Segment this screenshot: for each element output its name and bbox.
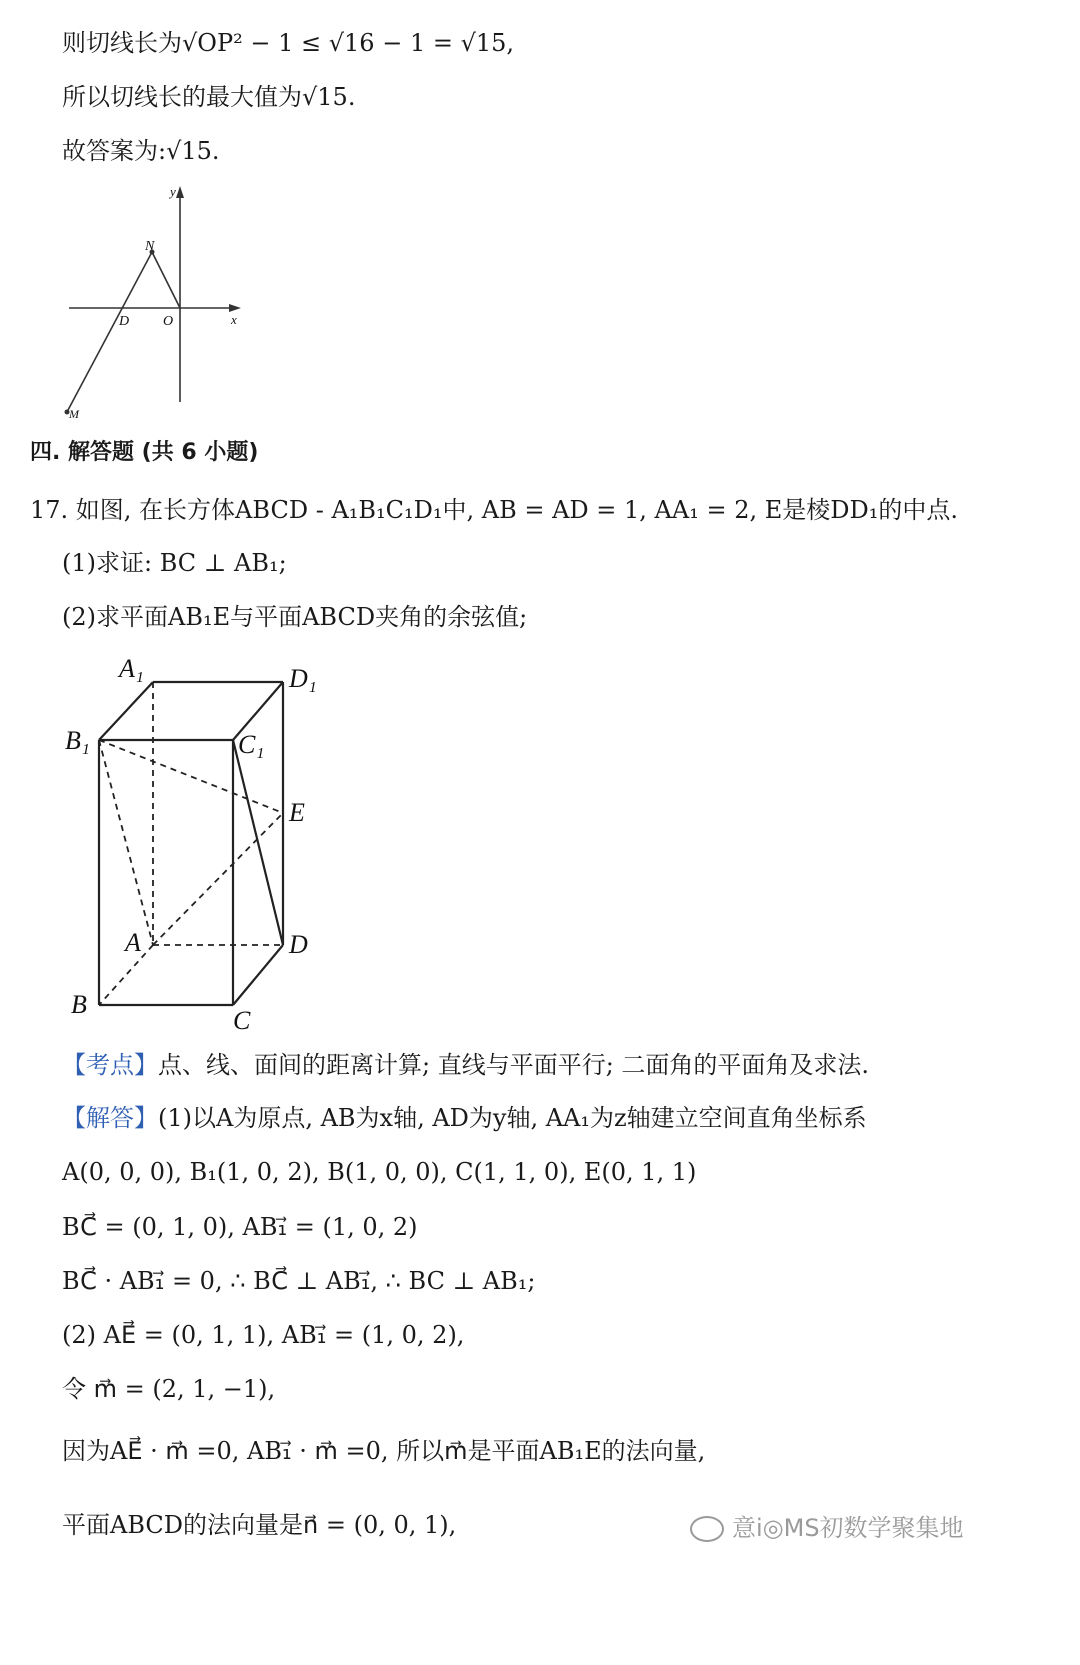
solution-line-3: 故答案为:√15. bbox=[62, 137, 220, 165]
kaodian-tag: 【考点】 bbox=[62, 1051, 158, 1079]
coordinate-figure bbox=[55, 180, 255, 425]
jieda-line bbox=[62, 1103, 867, 1133]
label-D: D bbox=[119, 314, 130, 329]
label-x: x bbox=[231, 312, 237, 327]
label-y: y bbox=[170, 184, 176, 199]
problem-17-statement: 17. 如图, 在长方体ABCD - A₁B₁C₁D₁中, AB = AD = 1, AA₁ = 2, E是棱DD₁的中点. bbox=[30, 496, 958, 524]
label-C: C bbox=[233, 1006, 251, 1035]
label-B: B bbox=[71, 990, 87, 1019]
cuboid-figure bbox=[55, 645, 355, 1035]
label-O: O bbox=[163, 314, 174, 329]
watermark bbox=[690, 1508, 964, 1543]
coords-line: A(0, 0, 0), B₁(1, 0, 2), B(1, 0, 0), C(1, 1, 0), E(0, 1, 1) bbox=[62, 1158, 697, 1186]
line-NO bbox=[152, 252, 180, 308]
label-A1: A₁ bbox=[119, 654, 144, 683]
x-axis-arrow-icon bbox=[229, 304, 241, 312]
part2-line-1: (2) AE⃗ = (0, 1, 1), AB₁⃗ = (1, 0, 2), bbox=[62, 1321, 465, 1349]
section-heading: 四. 解答题 (共 6 小题) bbox=[30, 440, 259, 465]
label-C1: C₁ bbox=[238, 730, 265, 759]
part2-line-2: 令 m⃗ = (2, 1, −1), bbox=[62, 1375, 276, 1403]
solution-line-2: 所以切线长的最大值为√15. bbox=[62, 83, 356, 111]
label-A: A bbox=[125, 928, 141, 957]
part2-line-3: 因为AE⃗ · m⃗ =0, AB₁⃗ · m⃗ =0, 所以m⃗是平面AB₁E的法向量, bbox=[62, 1437, 706, 1465]
vector-line-1: BC⃗ = (0, 1, 0), AB₁⃗ = (1, 0, 2) bbox=[62, 1213, 418, 1241]
label-N: N bbox=[145, 239, 155, 254]
kaodian-line bbox=[62, 1050, 869, 1080]
label-D: D bbox=[289, 930, 308, 959]
kaodian-text: 点、线、面间的距离计算; 直线与平面平行; 二面角的平面角及求法. bbox=[158, 1051, 870, 1079]
label-B1: B₁ bbox=[65, 726, 90, 755]
solution-line-1: 则切线长为√OP² − 1 ≤ √16 − 1 = √15, bbox=[62, 29, 515, 57]
y-axis-arrow-icon bbox=[176, 186, 184, 198]
part2-line-4: 平面ABCD的法向量是n⃗ = (0, 0, 1), bbox=[62, 1511, 457, 1539]
label-E: E bbox=[289, 798, 305, 827]
wechat-icon bbox=[690, 1516, 724, 1542]
label-D1: D₁ bbox=[289, 664, 317, 693]
problem-17-part1: (1)求证: BC ⊥ AB₁; bbox=[62, 549, 287, 577]
vector-line-2: BC⃗ · AB₁⃗ = 0, ∴ BC⃗ ⊥ AB₁⃗, ∴ BC ⊥ AB₁; bbox=[62, 1267, 536, 1295]
watermark-text: 意ⅰ◎MS初数学聚集地 bbox=[732, 1514, 964, 1542]
jieda-tag: 【解答】 bbox=[62, 1104, 158, 1132]
jieda-text: (1)以A为原点, AB为x轴, AD为y轴, AA₁为z轴建立空间直角坐标系 bbox=[158, 1104, 867, 1132]
problem-17-part2: (2)求平面AB₁E与平面ABCD夹角的余弦值; bbox=[62, 603, 528, 631]
line-MN bbox=[67, 252, 152, 412]
label-M: M bbox=[69, 407, 79, 421]
